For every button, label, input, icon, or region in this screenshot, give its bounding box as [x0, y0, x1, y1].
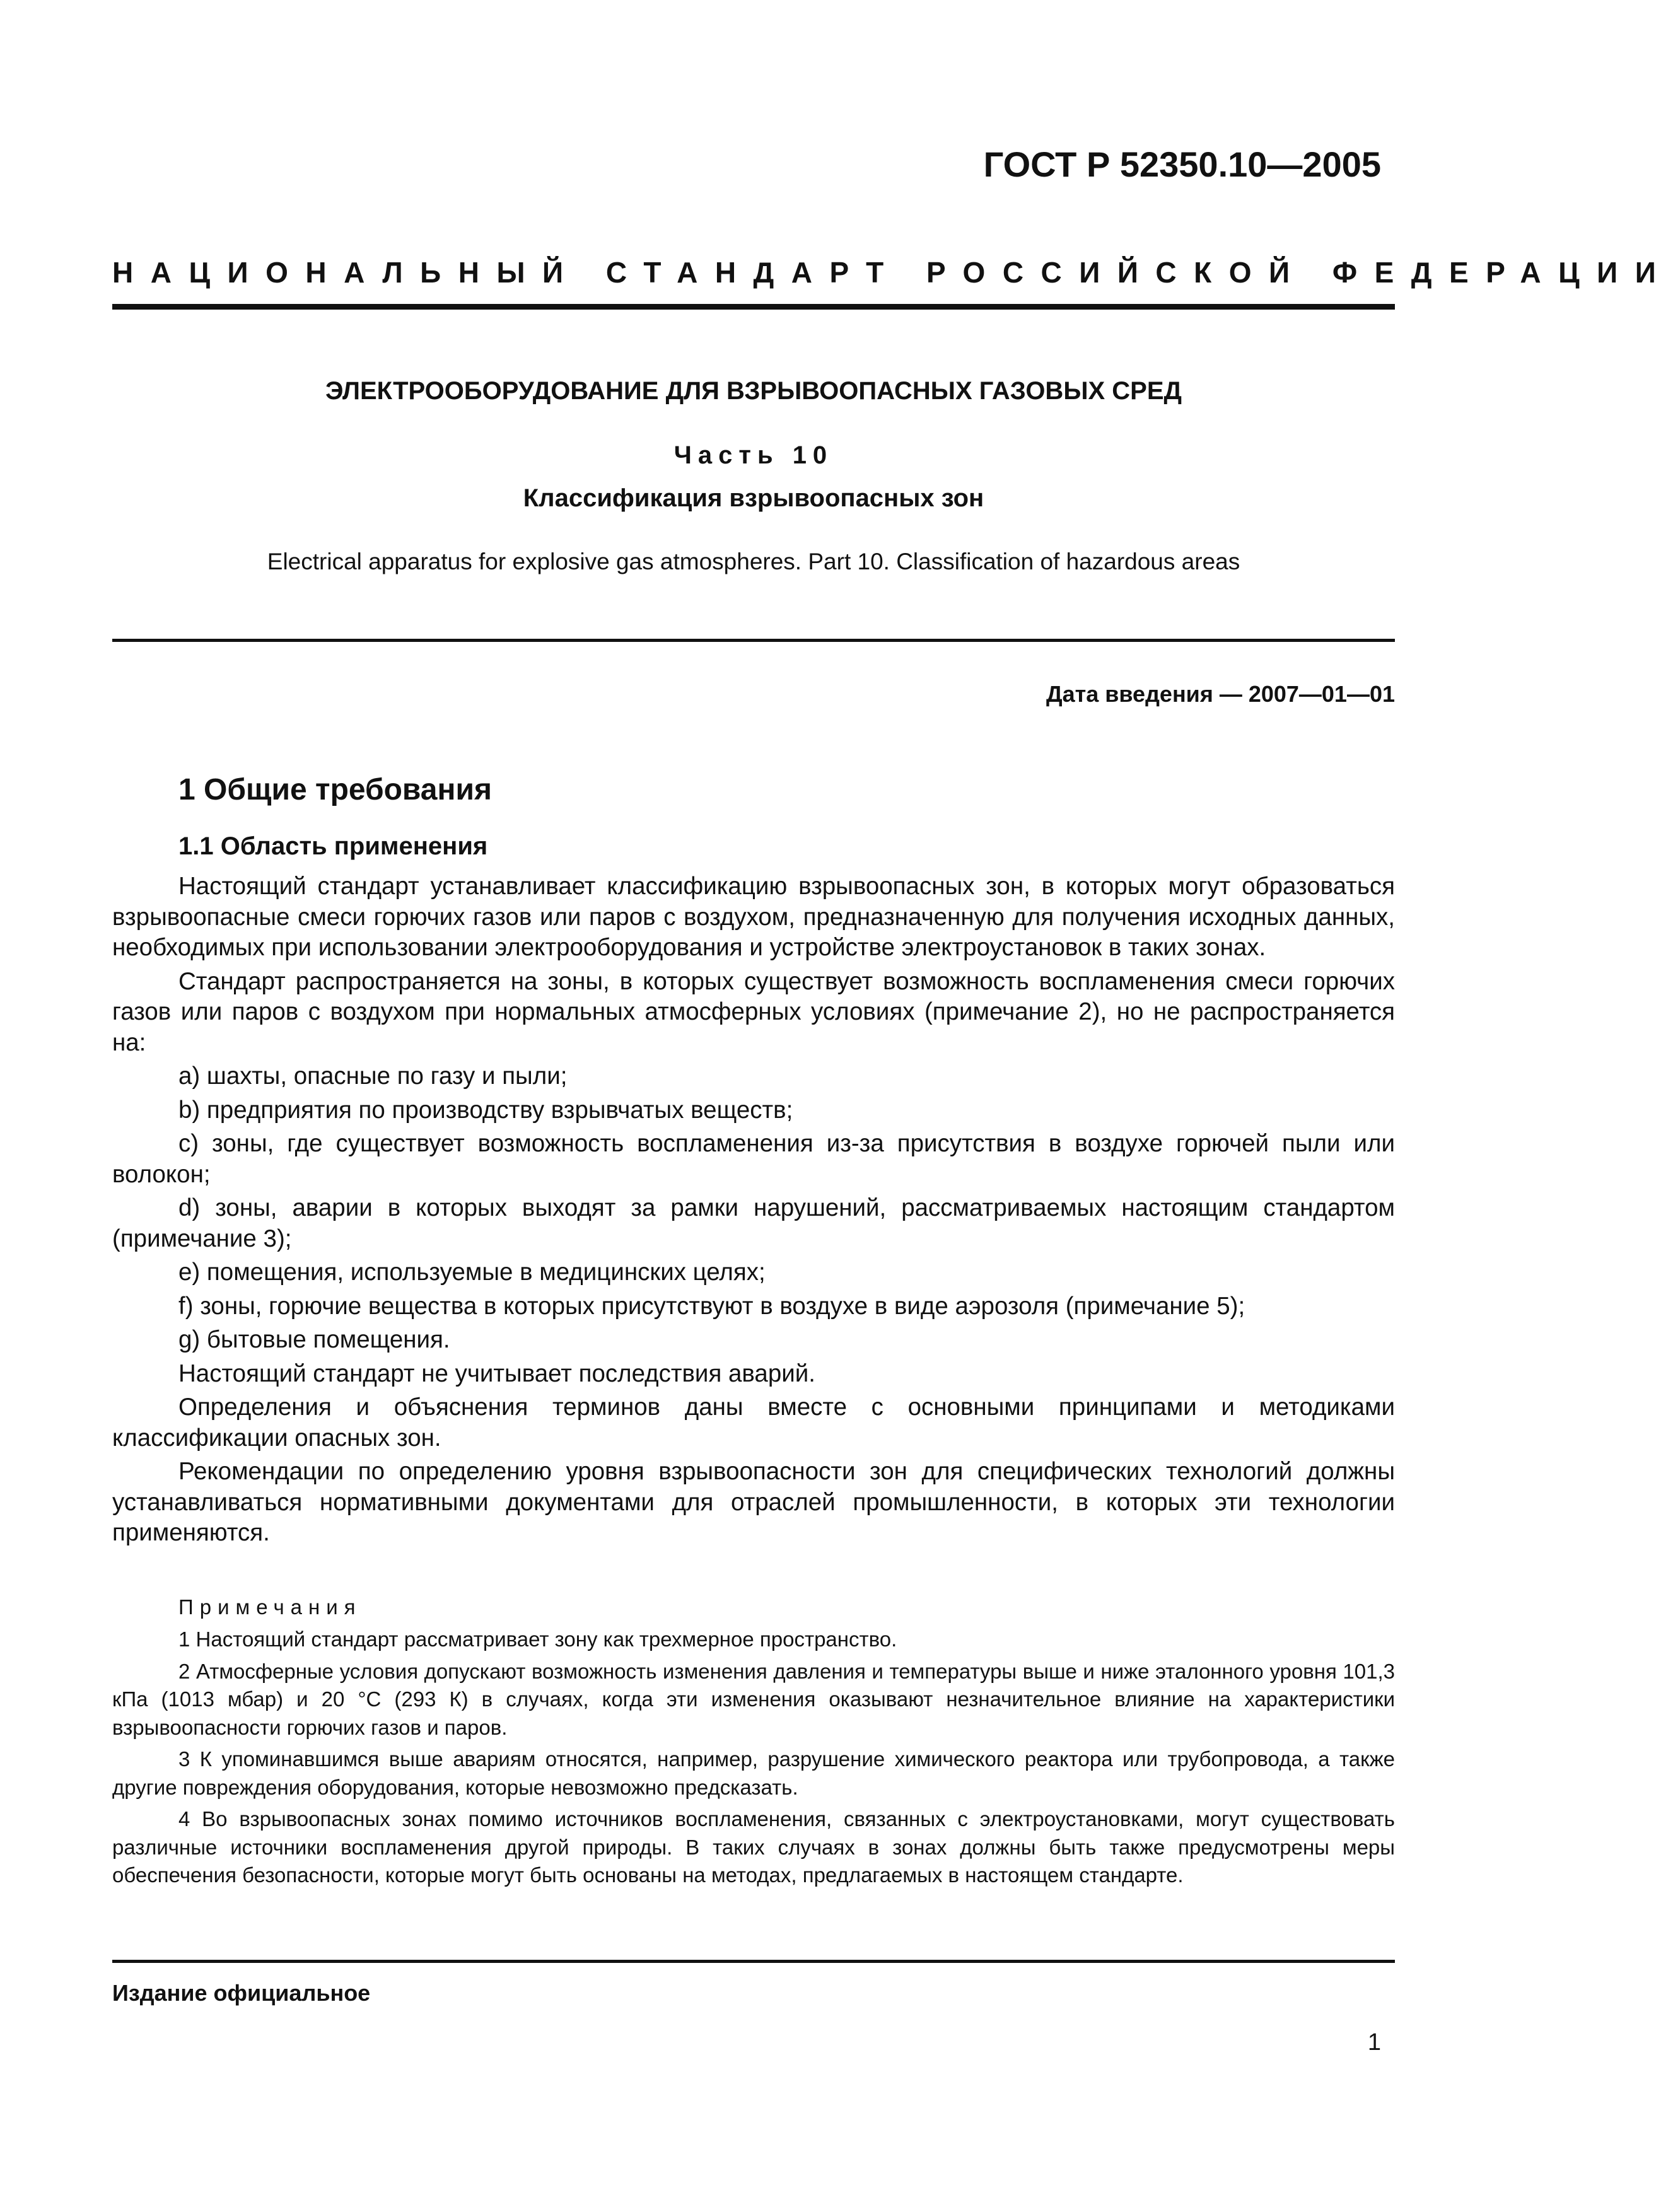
- list-item: d) зоны, аварии в которых выходят за рамки нарушений, рассматриваемых настоящим стандартом (примечание 3);: [112, 1194, 1395, 1252]
- part-number: Часть 10: [673, 441, 834, 469]
- section-heading: 1 Общие требования: [178, 773, 492, 806]
- list-item: c) зоны, где существует возможность воспламенения из-за присутствия в воздухе горючей пыли или волокон;: [112, 1130, 1395, 1188]
- list-item: b) предприятия по производству взрывчатых веществ;: [178, 1096, 793, 1124]
- paragraph: Стандарт распространяется на зоны, в которых существует возможность воспламенения смеси горючих газов или паров с воздухом при нормальных атмосферных условиях (примечание 2), но не распространяется на:: [112, 967, 1395, 1056]
- header-rule: [112, 304, 1395, 310]
- edition-label: Издание официальное: [112, 1980, 371, 2006]
- subsection-heading: 1.1 Область применения: [178, 832, 488, 860]
- footer-rule: [112, 1960, 1395, 1963]
- paragraph: Определения и объяснения терминов даны вместе с основными принципами и методиками классификации опасных зон.: [112, 1394, 1395, 1452]
- page-number: 1: [1367, 2029, 1381, 2056]
- standard-designation: ГОСТ Р 52350.10—2005: [983, 144, 1381, 184]
- paragraph: Настоящий стандарт устанавливает классификацию взрывоопасных зон, в которых могут образоваться взрывоопасные смеси горючих газов или паров с воздухом, предназначенную для получения исходных данных, необходимых при использовании электрооборудования и устройстве электроустановок в таких зонах.: [112, 873, 1395, 961]
- national-standard-banner: НАЦИОНАЛЬНЫЙ СТАНДАРТ РОССИЙСКОЙ ФЕДЕРАЦИИ: [112, 256, 1673, 289]
- list-item: a) шахты, опасные по газу и пыли;: [178, 1062, 568, 1090]
- notes-heading: Примечания: [178, 1595, 362, 1619]
- document-subtitle: Классификация взрывоопасных зон: [523, 484, 984, 512]
- english-title: Electrical apparatus for explosive gas atmospheres. Part 10. Classification of hazardous areas: [267, 549, 1240, 574]
- title-rule: [112, 639, 1395, 642]
- section-body: [112, 871, 1395, 1549]
- list-item: f) зоны, горючие вещества в которых присутствуют в воздухе в виде аэрозоля (примечание 5);: [178, 1292, 1245, 1320]
- note-item: 2 Атмосферные условия допускают возможность изменения давления и температуры выше и ниже эталонного уровня 101,3 кПа (1013 мбар) и 20 °С (293 К) в случаях, когда эти изменения оказывают незначительное влияние на характеристики взрывоопасности горючих газов и паров.: [112, 1659, 1395, 1739]
- note-item: 3 К упоминавшимся выше авариям относятся, например, разрушение химического реактора или трубопровода, а также другие повреждения оборудования, которые невозможно предсказать.: [112, 1747, 1395, 1799]
- paragraph: Рекомендации по определению уровня взрывоопасности зон для специфических технологий должны устанавливаться нормативными документами для отраслей промышленности, в которых эти технологии применяются.: [112, 1458, 1395, 1546]
- list-item: g) бытовые помещения.: [178, 1326, 450, 1353]
- note-item: 1 Настоящий стандарт рассматривает зону как трехмерное пространство.: [178, 1627, 897, 1651]
- introduction-date: Дата введения — 2007—01—01: [1046, 681, 1395, 707]
- paragraph: Настоящий стандарт не учитывает последствия аварий.: [178, 1359, 815, 1387]
- document-title: ЭЛЕКТРООБОРУДОВАНИЕ ДЛЯ ВЗРЫВООПАСНЫХ ГАЗОВЫХ СРЕД: [325, 377, 1182, 405]
- list-item: e) помещения, используемые в медицинских целях;: [178, 1259, 766, 1286]
- note-item: 4 Во взрывоопасных зонах помимо источников воспламенения, связанных с электроустановками, могут существовать различные источники воспламенения другой природы. В таких случаях в зонах должны быть также предусмотрены меры обеспечения безопасности, которые могут быть основаны на методах, предлагаемых в настоящем стандарте.: [112, 1807, 1395, 1887]
- notes-body: [112, 1626, 1395, 1890]
